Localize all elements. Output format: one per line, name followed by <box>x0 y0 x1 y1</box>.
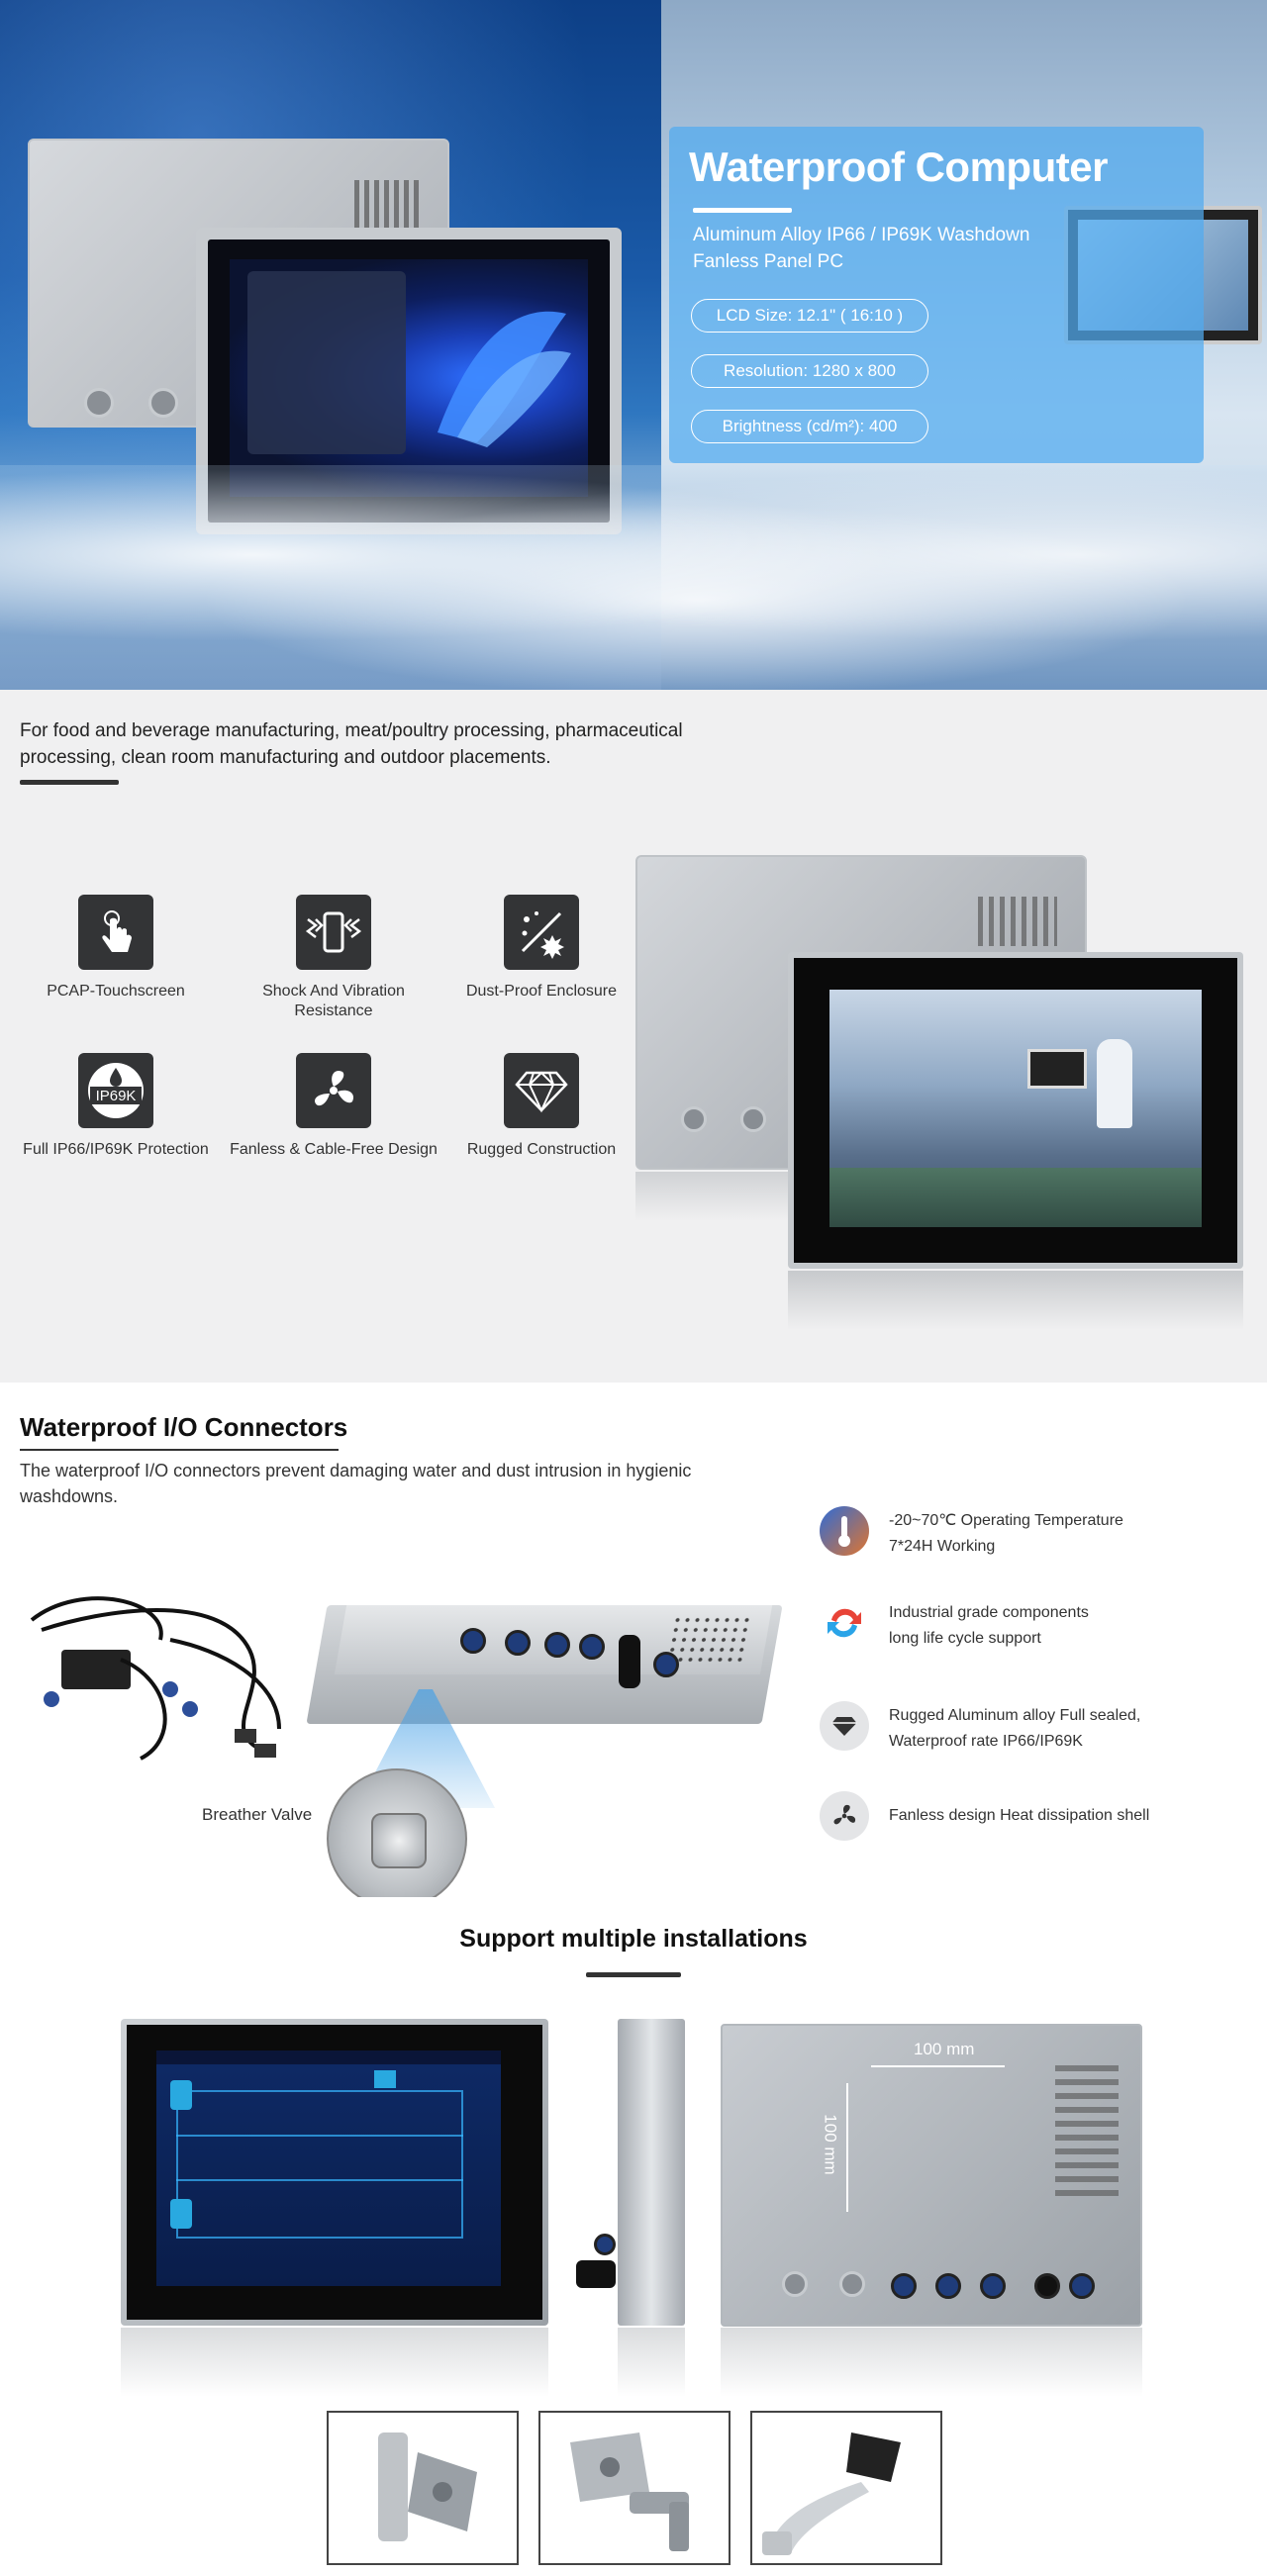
dust-icon <box>504 895 579 970</box>
spec-resolution: Resolution: 1280 x 800 <box>691 354 928 388</box>
io-port <box>460 1628 486 1654</box>
ip69k-icon <box>78 1053 153 1128</box>
mount-option-desk-arm <box>750 2411 942 2565</box>
vibration-icon <box>296 895 371 970</box>
feature-ip-protection: IP69K Full IP66/IP69K Protection <box>12 1053 220 1160</box>
installation-title: Support multiple installations <box>459 1925 808 1953</box>
io-port <box>505 1630 531 1656</box>
cable-bundle-image <box>22 1580 299 1768</box>
feature-touchscreen: PCAP-Touchscreen <box>12 895 220 1002</box>
desktop-widget-panel <box>247 271 406 454</box>
mount-option-wall <box>327 2411 519 2565</box>
panel-pc-factory-image <box>788 952 1243 1269</box>
panel-pc-vesa-back-image <box>721 2024 1142 2327</box>
vesa-dimension-horizontal <box>871 2065 1005 2067</box>
installation-section <box>0 1897 1267 2576</box>
intro-description: For food and beverage manufacturing, meat/poultry processing, pharmaceutical processing, clean room manufacturing and outdoor placements. <box>20 720 683 768</box>
side-connector <box>576 2260 616 2288</box>
intro-underline <box>20 780 119 785</box>
water-splash <box>0 465 1267 690</box>
breather-valve-label: Breather Valve <box>202 1805 313 1824</box>
breather-valve-closeup <box>327 1768 467 1909</box>
feature-rugged: Rugged Construction <box>438 1053 645 1160</box>
windows-bloom-icon <box>418 284 576 452</box>
hero-subtitle: Aluminum Alloy IP66 / IP69K Washdown Fanless Panel PC <box>693 225 1030 272</box>
io-port <box>579 1634 605 1660</box>
spec-brightness: Brightness (cd/m²): 400 <box>691 410 928 443</box>
diamond-icon <box>820 1701 869 1751</box>
vesa-width-label: 100 mm <box>914 2040 975 2058</box>
svg-text:IP69K: IP69K <box>95 1088 137 1104</box>
diamond-icon <box>504 1053 579 1128</box>
feature-dust-proof: Dust-Proof Enclosure <box>438 895 645 1002</box>
panel-pc-scada-image <box>121 2019 548 2326</box>
features-section <box>0 690 1267 1383</box>
thermometer-icon <box>820 1506 869 1556</box>
hero-banner <box>0 0 1267 690</box>
vesa-height-label: 100 mm <box>821 2114 840 2175</box>
feature-shock-resistance: Shock And Vibration Resistance <box>230 895 438 1021</box>
mount-option-arm <box>538 2411 731 2565</box>
title-underline <box>693 208 792 213</box>
spec-lcd-size: LCD Size: 12.1" ( 16:10 ) <box>691 299 928 333</box>
io-port <box>653 1652 679 1677</box>
io-title: Waterproof I/O Connectors <box>20 1412 348 1442</box>
fan-icon <box>296 1053 371 1128</box>
io-connectors-section: Waterproof I/O Connectors The waterproof I/O connectors prevent damaging water and dust intrusion in hygienic washdowns. Breather Valve -20~70℃ Operating Temperature 7*24H Working Industrial grade components long life cycle support Rugged Aluminum alloy Full sealed, Waterproof rate IP66/IP69K Fanless design Heat dissipation shell <box>0 1383 1267 1897</box>
io-description: The waterproof I/O connectors prevent damaging water and dust intrusion in hygienic washdowns. <box>20 1461 692 1506</box>
feature-fanless: Fanless & Cable-Free Design <box>230 1053 438 1160</box>
hero-title: Waterproof Computer <box>689 143 1108 190</box>
panel-pc-side-image <box>618 2019 685 2326</box>
vesa-dimension-vertical <box>846 2083 848 2212</box>
antenna <box>619 1635 640 1688</box>
fan-icon <box>820 1791 869 1841</box>
cycle-icon <box>820 1598 869 1648</box>
installation-underline <box>586 1972 681 1977</box>
io-port <box>544 1632 570 1658</box>
touch-icon <box>78 895 153 970</box>
